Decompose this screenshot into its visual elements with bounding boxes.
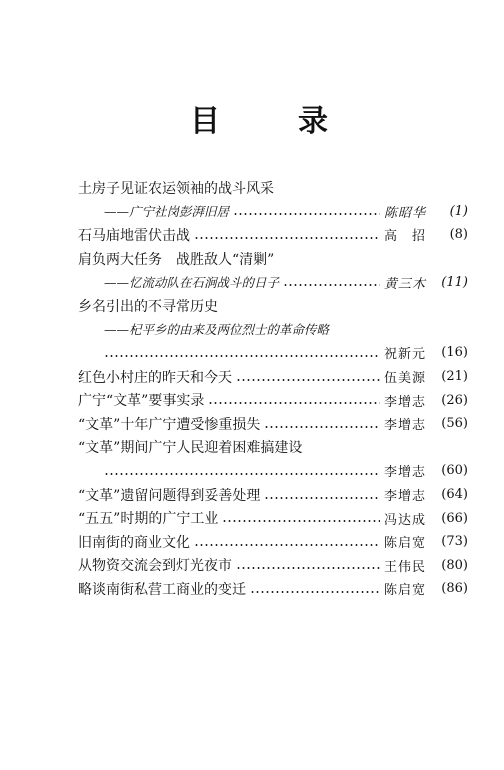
toc-entry[interactable] — [78, 176, 468, 200]
toc-entry[interactable] — [78, 483, 468, 507]
toc-entry[interactable] — [78, 412, 468, 436]
toc-entry-title: “文革”十年广宁遭受惨重损失 — [78, 416, 261, 433]
toc-entry[interactable] — [78, 223, 468, 247]
toc-entry[interactable] — [78, 247, 468, 271]
toc-entry-title: “五五”时期的广宁工业 — [78, 511, 219, 528]
toc-entry-page: ( 80 ) — [426, 558, 468, 573]
toc-entry[interactable] — [78, 388, 468, 412]
dot-leader — [222, 520, 380, 522]
dot-leader — [194, 544, 380, 546]
dot-leader — [194, 237, 380, 239]
toc-entry-title: 红色小村庄的昨天和今天 — [78, 369, 232, 386]
toc-entry-title: ——广宁社岗彭湃旧居 — [104, 204, 230, 220]
toc-entry-title: 土房子见证农运领袖的战斗风采 — [78, 180, 274, 197]
toc-entry-page: ( 56 ) — [426, 416, 468, 431]
toc-entry-author: 陈启宽 — [383, 583, 426, 599]
dot-leader — [264, 497, 380, 499]
dot-leader — [236, 567, 380, 569]
toc-entry-title: ——忆流动队在石涧战斗的日子 — [104, 275, 280, 291]
toc-entry[interactable] — [78, 577, 468, 601]
toc-entry-author: 李增志 — [383, 394, 426, 410]
toc-entry[interactable] — [78, 270, 468, 294]
toc-entry[interactable] — [78, 506, 468, 530]
toc-entry-page: ( 8 ) — [426, 227, 468, 242]
toc-entry[interactable] — [78, 318, 468, 342]
toc-entry-page: ( 1 ) — [426, 204, 468, 219]
toc-entry[interactable] — [78, 554, 468, 578]
toc-entry-title: “文革”期间广宁人民迎着困难搞建设 — [78, 440, 303, 457]
dot-leader — [104, 473, 380, 475]
dot-leader — [104, 355, 380, 357]
toc-entry-author: 陈昭华 — [383, 205, 426, 221]
toc-entry[interactable] — [78, 436, 468, 460]
toc-entry-author: 高 招 — [383, 229, 426, 245]
page-title — [190, 98, 330, 138]
toc-entry-title: “文革”遗留问题得到妥善处理 — [78, 487, 261, 504]
toc-entry-author: 陈启宽 — [383, 536, 426, 552]
toc-entry[interactable] — [78, 365, 468, 389]
toc-entry-page: ( 64 ) — [426, 487, 468, 502]
toc-entry[interactable] — [78, 341, 468, 365]
toc-entry-page: ( 26 ) — [426, 393, 468, 408]
toc-entry[interactable] — [78, 294, 468, 318]
dot-leader — [233, 213, 380, 215]
toc-entry-author: 黄三木 — [383, 276, 426, 292]
toc-entry-title: 广宁“文革”要事实录 — [78, 393, 205, 410]
toc-entry-author: 李增志 — [383, 418, 426, 434]
toc-entry[interactable] — [78, 459, 468, 483]
toc-entry-title: 略谈南街私营工商业的变迁 — [78, 581, 246, 598]
toc-entry-page: ( 86 ) — [426, 581, 468, 596]
toc-entry-page: ( 16 ) — [426, 345, 468, 360]
toc-list — [78, 176, 468, 601]
toc-entry-author: 祝新元 — [383, 347, 426, 363]
toc-entry-author: 冯达成 — [383, 512, 426, 528]
dot-leader — [283, 284, 380, 286]
toc-entry-page: ( 60 ) — [426, 463, 468, 478]
dot-leader — [236, 379, 380, 381]
toc-entry-page: ( 66 ) — [426, 511, 468, 526]
dot-leader — [264, 426, 380, 428]
toc-entry-title: ——杞平乡的由来及两位烈士的革命传略 — [104, 322, 330, 338]
toc-entry-page: ( 73 ) — [426, 534, 468, 549]
dot-leader — [208, 402, 380, 404]
toc-entry-title: 从物资交流会到灯光夜市 — [78, 558, 232, 575]
toc-entry-author: 伍美源 — [383, 371, 426, 387]
toc-entry[interactable] — [78, 200, 468, 224]
toc-entry-title: 旧南街的商业文化 — [78, 534, 190, 551]
toc-entry-page: ( 11 ) — [426, 275, 468, 290]
toc-entry-title: 石马庙地雷伏击战 — [78, 227, 190, 244]
toc-entry[interactable] — [78, 530, 468, 554]
toc-entry-title: 乡名引出的不寻常历史 — [78, 298, 218, 315]
toc-entry-author: 王伟民 — [383, 559, 426, 575]
toc-entry-author: 李增志 — [383, 489, 426, 505]
dot-leader — [250, 591, 380, 593]
title-char-1: 目 — [190, 104, 222, 139]
toc-entry-author: 李增志 — [383, 465, 426, 481]
toc-entry-title: 肩负两大任务 战胜敌人“清剿” — [78, 251, 275, 268]
title-char-2: 录 — [298, 104, 330, 139]
toc-entry-page: ( 21 ) — [426, 369, 468, 384]
